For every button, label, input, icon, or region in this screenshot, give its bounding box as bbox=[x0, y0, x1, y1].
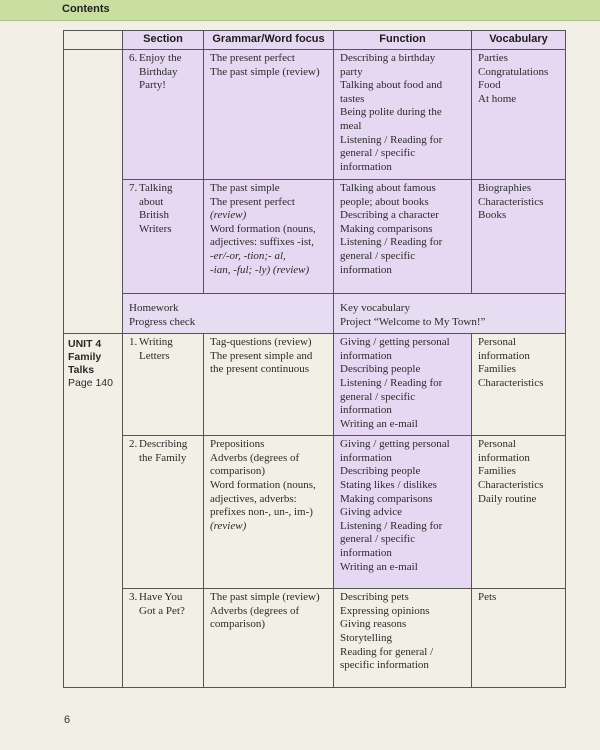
homework-cell: Homework Progress check bbox=[123, 294, 334, 334]
header-section: Section bbox=[123, 31, 204, 50]
vocabulary-cell: Personal information Families Characteristics Daily routine bbox=[472, 436, 566, 589]
header-vocabulary: Vocabulary bbox=[472, 31, 566, 50]
function-cell: Talking about famous people; about books Describing a character Making comparisons Listening / Reading for general / specific information bbox=[334, 180, 472, 294]
table-row bbox=[64, 589, 566, 688]
contents-table bbox=[63, 30, 566, 688]
vocabulary-cell: Pets bbox=[472, 589, 566, 688]
page-number: 6 bbox=[64, 714, 71, 726]
vocabulary-cell: Biographies Characteristics Books bbox=[472, 180, 566, 294]
grammar-cell: The present perfect The past simple (review) bbox=[204, 50, 334, 180]
header-function: Function bbox=[334, 31, 472, 50]
grammar-cell: Prepositions Adverbs (degrees of comparison) Word formation (nouns, adjectives, adverbs: prefixes non-, un-, im-) (review) bbox=[204, 436, 334, 589]
function-cell: Giving / getting personal information Describing people Listening / Reading for general / specific information Writing an e-mail bbox=[334, 334, 472, 436]
function-cell: Describing pets Expressing opinions Giving reasons Storytelling Reading for general / specific information bbox=[334, 589, 472, 688]
section-cell: 3. Have You Got a Pet? bbox=[123, 589, 204, 688]
table-row bbox=[64, 50, 566, 180]
function-cell: Giving / getting personal information Describing people Stating likes / dislikes Making comparisons Giving advice Listening / Reading for general / specific information Writing an e-mail bbox=[334, 436, 472, 589]
table-row bbox=[64, 294, 566, 334]
page-title: Contents bbox=[62, 3, 110, 15]
table-row bbox=[64, 180, 566, 294]
header-unit-cell bbox=[64, 31, 123, 50]
vocabulary-cell: Parties Congratulations Food At home bbox=[472, 50, 566, 180]
section-cell: 6. Enjoy the Birthday Party! bbox=[123, 50, 204, 180]
grammar-cell: The past simple (review) Adverbs (degrees of comparison) bbox=[204, 589, 334, 688]
unit-page-ref: Page 140 bbox=[68, 377, 113, 390]
key-vocabulary-cell: Key vocabulary Project “Welcome to My Town!” bbox=[334, 294, 566, 334]
grammar-cell: Tag-questions (review) The present simple and the present continuous bbox=[204, 334, 334, 436]
unit-label: UNIT 4 bbox=[68, 338, 102, 351]
table-row bbox=[64, 334, 566, 436]
section-cell: 7. Talking about British Writers bbox=[123, 180, 204, 294]
grammar-cell: The past simple The present perfect (review) Word formation (nouns, adjectives: suffixes -ist, -er/-or, -tion;- al, -ian, -ful; -ly) (review) bbox=[204, 180, 334, 294]
unit-3-cell bbox=[64, 50, 123, 334]
function-cell: Describing a birthday party Talking about food and tastes Being polite during the meal Listening / Reading for general / specific information bbox=[334, 50, 472, 180]
table-header-row bbox=[64, 31, 566, 50]
unit-4-cell: UNIT 4 Family Talks Page 140 bbox=[64, 334, 123, 688]
table-row bbox=[64, 436, 566, 589]
header-bar bbox=[0, 0, 600, 21]
section-cell: 1. Writing Letters bbox=[123, 334, 204, 436]
header-grammar: Grammar/Word focus bbox=[204, 31, 334, 50]
vocabulary-cell: Personal information Families Characteristics bbox=[472, 334, 566, 436]
section-cell: 2. Describing the Family bbox=[123, 436, 204, 589]
